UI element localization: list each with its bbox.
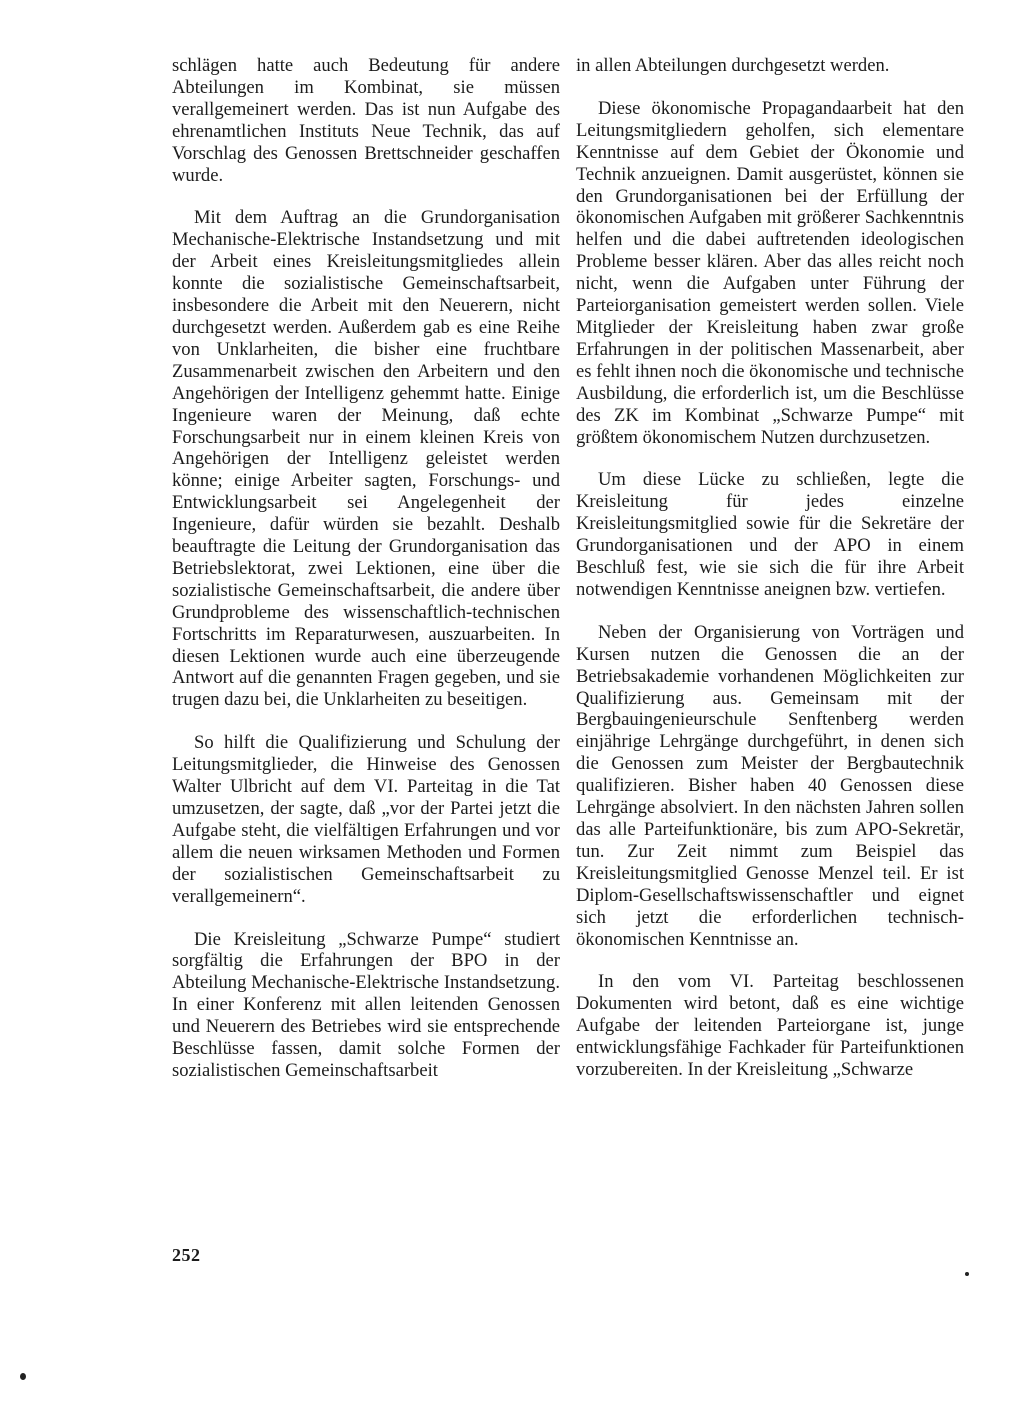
- scan-speck: [965, 1272, 969, 1276]
- right-column: [576, 55, 964, 1081]
- scan-speck: [20, 1373, 26, 1380]
- paragraph: schlägen hatte auch Bedeutung für andere Abteilungen im Kombinat, sie müssen verallgemeinert werden. Das ist nun Aufgabe des ehrenamtlichen Instituts Neue Technik, das auf Vorschlag des Genossen Brettschneider geschaffen wurde.: [172, 55, 560, 186]
- paragraph: Um diese Lücke zu schließen, legte die Kreisleitung für jedes einzelne Kreisleitungsmitglied sowie für die Sekretäre der Grundorganisationen und der APO in einem Beschluß fest, wie sie sich die für ihre Arbeit notwendigen Kenntnisse aneignen bzw. vertiefen.: [576, 469, 964, 600]
- left-column: [172, 55, 560, 1082]
- paragraph: Diese ökonomische Propagandaarbeit hat den Leitungsmitgliedern geholfen, sich elementare Kenntnisse auf dem Gebiet der Ökonomie und Technik anzueignen. Damit ausgerüstet, können sie den Grundorganisationen bei der Erfüllung der ökonomischen Aufgaben mit größerer Sachkenntnis helfen und die dabei auftretenden ideologischen Probleme besser klären. Aber das alles reicht noch nicht, wenn die Aufgaben unter Führung der Parteiorganisation gemeistert werden sollen. Viele Mitglieder der Kreisleitung haben zwar große Erfahrungen in der politischen Massenarbeit, aber es fehlt ihnen noch die ökonomische und technische Ausbildung, die erforderlich ist, um die Beschlüsse des ZK im Kombinat „Schwarze Pumpe“ mit größtem ökonomischem Nutzen durchzusetzen.: [576, 97, 964, 448]
- paragraph: Die Kreisleitung „Schwarze Pumpe“ studiert sorgfältig die Erfahrungen der BPO in der Abteilung Mechanische-Elektrische Instandsetzung. In einer Konferenz mit allen leitenden Genossen und Neuerern des Betriebes wird sie entsprechende Beschlüsse fassen, damit solche Formen der sozialistischen Gemeinschaftsarbeit: [172, 928, 560, 1081]
- paragraph: in allen Abteilungen durchgesetzt werden.: [576, 55, 890, 76]
- paragraph: In den vom VI. Parteitag beschlossenen Dokumenten wird betont, daß es eine wichtige Aufgabe der leitenden Parteiorgane ist, junge entwicklungsfähige Fachkader für Parteifunktionen vorzubereiten. In der Kreisleitung „Schwarze: [576, 971, 964, 1081]
- paragraph: Neben der Organisierung von Vorträgen und Kursen nutzen die Genossen die an der Betriebsakademie vorhandenen Möglichkeiten zur Qualifizierung aus. Gemeinsam mit der Bergbauingenieurschule Senftenberg werden einjährige Lehrgänge durchgeführt, in denen sich die Genossen zum Meister der Bergbautechnik qualifizieren. Bisher haben 40 Genossen diese Lehrgänge absolviert. In den nächsten Jahren sollen das alle Parteifunktionäre, bis zum APO-Sekretär, tun. Zur Zeit nimmt zum Beispiel das Kreisleitungsmitglied Genosse Menzel teil. Er ist Diplom-Gesellschaftswissenschaftler und eignet sich jetzt die erforderlichen technisch-ökonomischen Kenntnisse an.: [576, 621, 964, 950]
- page-number: 252: [172, 1245, 201, 1265]
- paragraph: Mit dem Auftrag an die Grundorganisation Mechanische-Elektrische Instandsetzung und mit der Arbeit eines Kreisleitungsmitgliedes allein konnte die sozialistische Gemeinschaftsarbeit, insbesondere die Arbeit mit den Neuerern, nicht durchgesetzt werden. Außerdem gab es eine Reihe von Unklarheiten, die bisher eine fruchtbare Zusammenarbeit zwischen den Arbeitern und den Angehörigen der Intelligenz gehemmt hatte. Einige Ingenieure waren der Meinung, daß echte Forschungsarbeit nur in einem kleinen Kreis von Angehörigen der Intelligenz geleistet werden könne; einige Arbeiter sagten, Forschungs- und Entwicklungsarbeit sei Angelegenheit der Ingenieure, dafür würden sie bezahlt. Deshalb beauftragte die Leitung der Grundorganisation das Betriebslektorat, zwei Lektionen, eine über die sozialistische Gemeinschaftsarbeit, die andere über Grundprobleme des wissenschaftlich-technischen Fortschritts im Reparaturwesen, auszuarbeiten. In diesen Lektionen wurde auch eine überzeugende Antwort auf die genannten Fragen gegeben, und sie trugen dazu bei, die Unklarheiten zu beseitigen.: [172, 207, 560, 711]
- paragraph: So hilft die Qualifizierung und Schulung der Leitungsmitglieder, die Hinweise des Genossen Walter Ulbricht auf dem VI. Parteitag in die Tat umzusetzen, der sagte, daß „vor der Partei jetzt die Aufgabe steht, die vielfältigen Erfahrungen und vor allem die neuen wirksamen Methoden und Formen der sozialistischen Gemeinschaftsarbeit zu verallgemeinern“.: [172, 732, 560, 907]
